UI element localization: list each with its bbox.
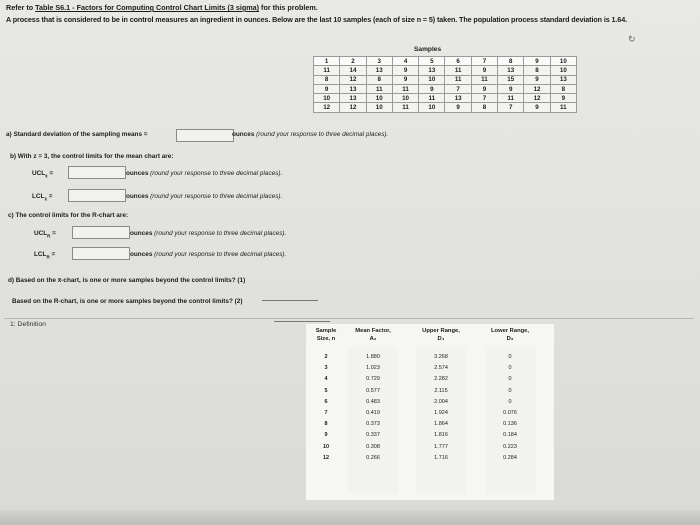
reference-suffix: for this problem. bbox=[259, 3, 318, 12]
divider bbox=[4, 318, 694, 319]
reference-prefix: Refer to bbox=[6, 3, 36, 12]
factor-header-a2: Mean Factor, bbox=[355, 328, 391, 334]
sample-value-cell: 9 bbox=[550, 94, 576, 103]
factor-header-n: Sample bbox=[315, 328, 337, 334]
factor-cell: 1.880 bbox=[366, 354, 380, 360]
factor-header-d3: Lower Range, bbox=[490, 328, 529, 334]
sample-value-cell: 8 bbox=[550, 84, 576, 93]
factor-cell: 6 bbox=[324, 398, 328, 405]
rchart-beyond-select[interactable] bbox=[274, 304, 330, 322]
sample-value-cell: 13 bbox=[445, 94, 471, 103]
question-d1-label: d) Based on the x̄-chart, is one or more samples beyond the control limits? (1) bbox=[8, 277, 246, 284]
factor-cell: 3 bbox=[324, 365, 328, 372]
factor-cell: 12 bbox=[322, 454, 330, 461]
samples-row bbox=[314, 94, 577, 103]
sample-value-cell: 12 bbox=[524, 84, 550, 93]
sample-value-cell: 8 bbox=[366, 75, 392, 84]
ucl-range-input[interactable] bbox=[72, 226, 130, 239]
factor-cell: 2.115 bbox=[434, 387, 448, 394]
question-a-label: a) Standard deviation of the sampling means = bbox=[6, 131, 148, 138]
sample-value-cell: 12 bbox=[524, 94, 550, 103]
sample-value-cell: 10 bbox=[419, 75, 445, 84]
factor-header-n: Size, n bbox=[316, 336, 336, 342]
sample-value-cell: 13 bbox=[498, 66, 524, 75]
sample-value-cell: 10 bbox=[419, 103, 445, 112]
factor-cell: 0.266 bbox=[366, 454, 380, 461]
sample-value-cell: 13 bbox=[366, 66, 392, 75]
factor-cell: 1.924 bbox=[434, 410, 448, 416]
sample-value-cell: 9 bbox=[419, 84, 445, 93]
factor-cell: 0 bbox=[508, 354, 512, 360]
sample-value-cell: 7 bbox=[471, 94, 497, 103]
sample-value-cell: 11 bbox=[445, 75, 471, 84]
sample-header-cell: 3 bbox=[366, 57, 392, 66]
sample-value-cell: 8 bbox=[524, 66, 550, 75]
sample-header-cell: 4 bbox=[392, 57, 418, 66]
lcl-range-label: $LCL_R$ = bbox=[34, 251, 56, 260]
question-c-label: c) The control limits for the R-chart are: bbox=[8, 212, 129, 219]
restore-icon[interactable]: ↻ bbox=[628, 34, 636, 44]
factor-cell: 0.308 bbox=[366, 443, 380, 450]
sample-value-cell: 13 bbox=[340, 94, 366, 103]
ucl-mean-label: $UCL_{x̄}$ = bbox=[32, 170, 54, 179]
samples-row bbox=[314, 84, 577, 93]
factor-cell: 0.337 bbox=[366, 432, 380, 439]
factor-cell: 2 bbox=[324, 354, 328, 360]
page-bottom-edge bbox=[0, 510, 700, 525]
lcl-mean-input[interactable] bbox=[68, 189, 126, 202]
sample-value-cell: 11 bbox=[366, 84, 392, 93]
lcl-mean-label: $LCL_{x̄}$ = bbox=[32, 193, 53, 202]
sample-value-cell: 12 bbox=[340, 103, 366, 112]
factors-table-link[interactable]: Table S6.1 - Factors for Computing Control Chart Limits (3 sigma) bbox=[35, 3, 260, 12]
factor-cell: 0.729 bbox=[366, 376, 380, 383]
reference-line bbox=[6, 3, 318, 12]
question-a-units: ounces (round your response to three decimal places). bbox=[232, 131, 389, 138]
factor-cell: 0 bbox=[508, 376, 512, 383]
factor-cell: 0 bbox=[508, 398, 512, 405]
factor-cell: 0 bbox=[508, 365, 512, 372]
sample-value-cell: 10 bbox=[366, 103, 392, 112]
sample-value-cell: 11 bbox=[392, 103, 418, 112]
sample-header-cell: 10 bbox=[550, 57, 576, 66]
factor-cell: 0.483 bbox=[366, 398, 380, 405]
sample-value-cell: 11 bbox=[392, 84, 418, 93]
sample-value-cell: 14 bbox=[340, 66, 366, 75]
factor-cell: 2.282 bbox=[434, 376, 448, 383]
sample-value-cell: 11 bbox=[550, 103, 576, 112]
sample-value-cell: 9 bbox=[471, 84, 497, 93]
factor-header-d4: D₄ bbox=[437, 336, 445, 342]
lcl-range-input[interactable] bbox=[72, 247, 130, 260]
factor-cell: 0.136 bbox=[503, 421, 517, 428]
sample-value-cell: 11 bbox=[419, 94, 445, 103]
factor-header-d3: D₃ bbox=[506, 336, 514, 342]
question-d2-label: Based on the R-chart, is one or more samples beyond the control limits? (2) bbox=[12, 298, 243, 305]
sample-header-cell: 8 bbox=[498, 57, 524, 66]
samples-row bbox=[314, 103, 577, 112]
factor-cell: 1.816 bbox=[434, 432, 448, 439]
sample-value-cell: 9 bbox=[392, 75, 418, 84]
problem-description: A process that is considered to be in control measures an ingredient in ounces. Below are the last 10 samples (each of size n = 5) taken. The population process standard deviation is 1.64. bbox=[6, 15, 628, 24]
lcl-mean-units: ounces (round your response to three decimal places). bbox=[126, 193, 283, 200]
sample-value-cell: 10 bbox=[550, 66, 576, 75]
factor-cell: 1.023 bbox=[366, 365, 380, 372]
factor-cell: 0 bbox=[508, 387, 512, 394]
factor-cell: 1.777 bbox=[434, 443, 448, 450]
factor-cell: 0.076 bbox=[503, 410, 517, 416]
sample-header-cell: 9 bbox=[524, 57, 550, 66]
sample-value-cell: 13 bbox=[419, 66, 445, 75]
lcl-range-units: ounces (round your response to three decimal places). bbox=[130, 251, 287, 258]
factor-cell: 2.574 bbox=[434, 365, 448, 372]
ucl-range-label: $UCL_R$ = bbox=[34, 230, 56, 239]
sample-value-cell: 9 bbox=[314, 84, 340, 93]
sample-value-cell: 9 bbox=[471, 66, 497, 75]
factor-cell: 3.268 bbox=[434, 354, 448, 360]
samples-table bbox=[313, 56, 577, 113]
sample-value-cell: 9 bbox=[524, 75, 550, 84]
factor-cell: 0.373 bbox=[366, 421, 380, 428]
factor-cell: 10 bbox=[322, 443, 330, 450]
sample-value-cell: 7 bbox=[498, 103, 524, 112]
factor-cell: 0.184 bbox=[503, 432, 517, 439]
sample-value-cell: 15 bbox=[498, 75, 524, 84]
sample-value-cell: 11 bbox=[445, 66, 471, 75]
sample-value-cell: 10 bbox=[366, 94, 392, 103]
samples-header-row bbox=[314, 57, 577, 66]
samples-title: Samples bbox=[414, 46, 442, 53]
sample-header-cell: 2 bbox=[340, 57, 366, 66]
factor-cell: 2.004 bbox=[434, 398, 448, 405]
sample-value-cell: 8 bbox=[471, 103, 497, 112]
sample-value-cell: 11 bbox=[471, 75, 497, 84]
sample-value-cell: 9 bbox=[498, 84, 524, 93]
factor-cell: 0.284 bbox=[503, 454, 517, 461]
sample-value-cell: 10 bbox=[314, 94, 340, 103]
factor-cell: 0.577 bbox=[366, 387, 380, 394]
sample-value-cell: 10 bbox=[392, 94, 418, 103]
factor-header-d4: Upper Range, bbox=[422, 328, 460, 334]
sample-header-cell: 5 bbox=[419, 57, 445, 66]
question-b-label: b) With z = 3, the control limits for the mean chart are: bbox=[10, 153, 174, 160]
factor-cell: 5 bbox=[324, 387, 328, 394]
factor-cell: 9 bbox=[324, 432, 328, 439]
sample-header-cell: 7 bbox=[471, 57, 497, 66]
sample-value-cell: 12 bbox=[314, 103, 340, 112]
factor-cell: 7 bbox=[324, 410, 328, 416]
ucl-mean-units: ounces (round your response to three decimal places). bbox=[126, 170, 283, 177]
xbar-beyond-select[interactable] bbox=[262, 283, 318, 301]
definition-label: 1: Definition bbox=[10, 321, 46, 328]
sample-value-cell: 7 bbox=[445, 84, 471, 93]
factor-header-a2: A₂ bbox=[369, 336, 377, 342]
factor-cell: 4 bbox=[324, 376, 328, 383]
sample-value-cell: 13 bbox=[550, 75, 576, 84]
factor-cell: 1.864 bbox=[434, 421, 448, 428]
factor-cell: 0.223 bbox=[503, 443, 517, 450]
ucl-range-units: ounces (round your response to three decimal places). bbox=[130, 230, 287, 237]
samples-row bbox=[314, 66, 577, 75]
sample-value-cell: 11 bbox=[314, 66, 340, 75]
sample-header-cell: 6 bbox=[445, 57, 471, 66]
factor-cell: 8 bbox=[324, 421, 328, 428]
sample-value-cell: 13 bbox=[340, 84, 366, 93]
factor-cell: 1.716 bbox=[434, 454, 448, 461]
sample-value-cell: 9 bbox=[392, 66, 418, 75]
sample-header-cell: 1 bbox=[314, 57, 340, 66]
sample-value-cell: 9 bbox=[524, 103, 550, 112]
samples-row bbox=[314, 75, 577, 84]
factor-cell: 0.419 bbox=[366, 410, 380, 416]
sample-value-cell: 9 bbox=[445, 103, 471, 112]
sample-value-cell: 11 bbox=[498, 94, 524, 103]
sample-value-cell: 8 bbox=[314, 75, 340, 84]
std-dev-means-input[interactable] bbox=[176, 129, 234, 142]
ucl-mean-input[interactable] bbox=[68, 166, 126, 179]
sample-value-cell: 12 bbox=[340, 75, 366, 84]
